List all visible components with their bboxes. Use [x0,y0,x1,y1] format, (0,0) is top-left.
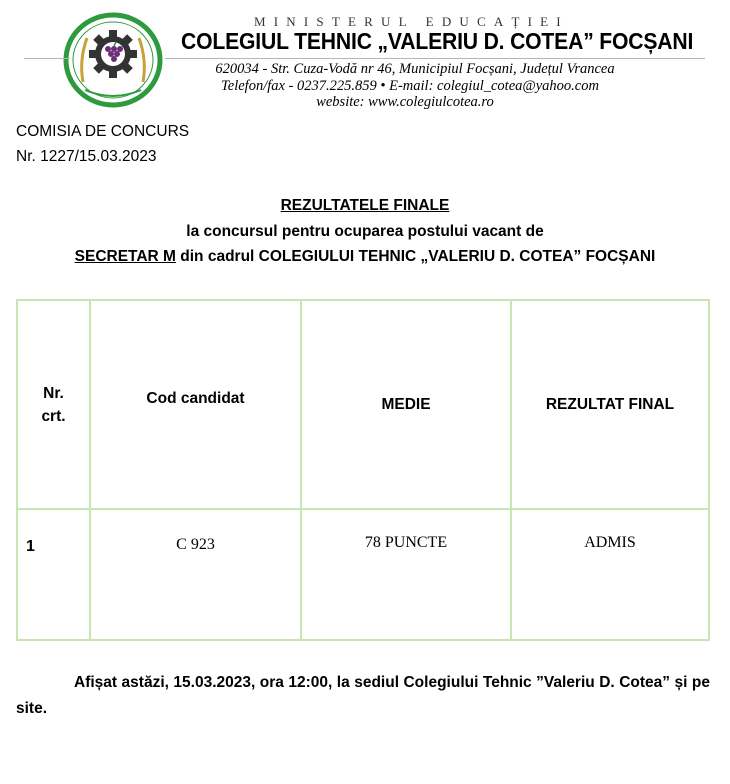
header-rezultat-final: REZULTAT FINAL [511,300,709,509]
header-cod-candidat [90,300,301,509]
header-cod-label: Cod candidat [146,389,245,407]
header-divider-right [165,58,705,59]
title-line-3-rest: din cadrul COLEGIULUI TEHNIC „VALERIU D. COTEA” FOCȘANI [175,248,656,265]
header-nr-crt [17,300,90,509]
header-divider-left [24,58,70,59]
title-heading: REZULTATELE FINALE [280,197,450,214]
document-title [0,197,730,215]
posting-note: Afișat astăzi, 15.03.2023, ora 12:00, la sediul Colegiului Tehnic ”Valeriu D. Cotea” și pe site. [16,674,710,717]
table-row [17,509,709,640]
row-cod: C 923 [90,509,301,640]
row-rezultat: ADMIS [511,509,709,640]
school-name: COLEGIUL TEHNIC „VALERIU D. COTEA” FOCȘANI [181,28,694,54]
header-nr-line1: Nr. [43,384,64,402]
header-medie: MEDIE [301,300,511,509]
table-header-row [17,300,709,509]
title-line-2: la concursul pentru ocuparea postului vacant de [186,223,544,240]
committee-name: COMISIA DE CONCURS [16,123,190,140]
header-nr-line2: crt. [41,407,66,425]
position-name: SECRETAR M [74,248,176,265]
row-medie: 78 PUNCTE [301,509,511,640]
title-line-3 [0,248,730,266]
website-line: website: www.colegiulcotea.ro [316,94,494,110]
document-number: Nr. 1227/15.03.2023 [16,148,157,165]
contact-line: Telefon/fax - 0237.225.859 • E-mail: colegiul_cotea@yahoo.com [221,78,599,94]
row-nr: 1 [17,509,90,640]
school-logo [63,12,163,108]
results-table [16,299,710,641]
ministry-name: MINISTERUL EDUCAȚIEI [254,14,569,29]
committee-block [16,119,189,169]
address-line: 620034 - Str. Cuza-Vodă nr 46, Municipiul Focșani, Județul Vrancea [215,61,615,77]
